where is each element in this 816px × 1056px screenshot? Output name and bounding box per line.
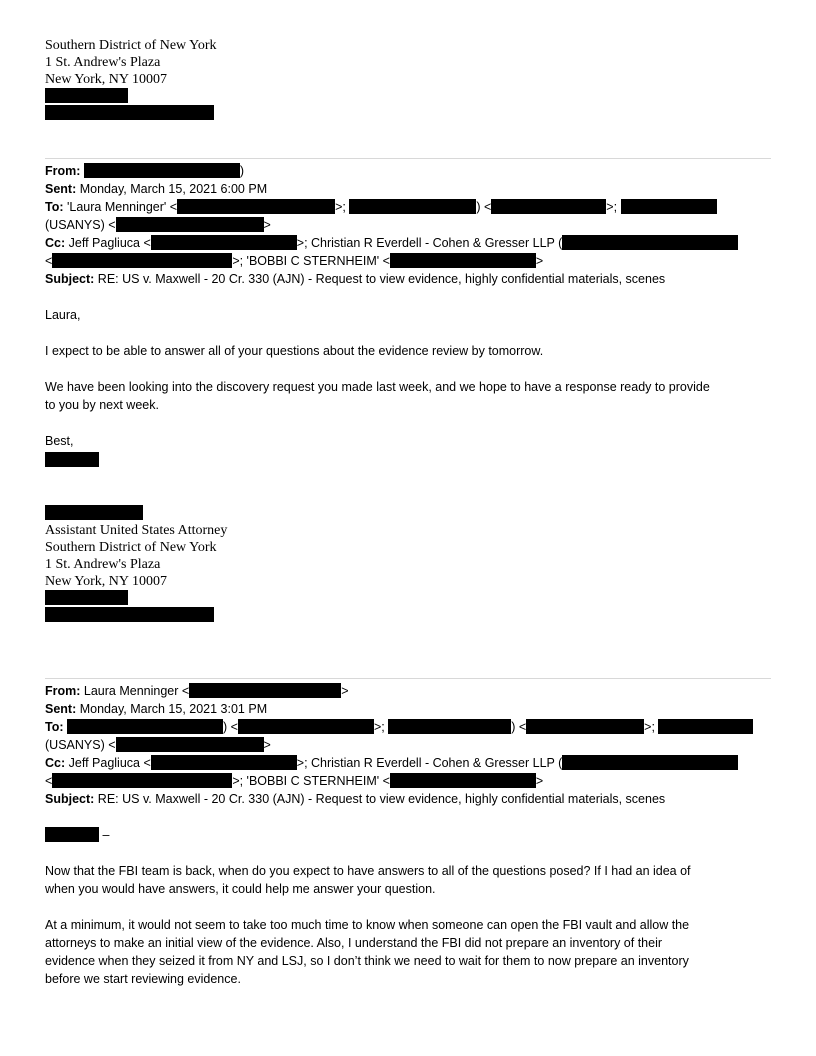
- redaction-box: [116, 217, 264, 232]
- to-name: 'Laura Menninger' <: [67, 200, 178, 214]
- email1-from-line: [45, 162, 244, 180]
- sig2-line-3: 1 St. Andrew's Plaza: [45, 557, 161, 572]
- to-label: To:: [45, 720, 64, 734]
- redaction-box: [562, 755, 738, 770]
- to-line2-suffix: >: [263, 218, 271, 232]
- cc-separator: >; 'BOBBI C STERNHEIM' <: [232, 254, 390, 268]
- to-label: To:: [45, 200, 64, 214]
- redaction-box: [491, 199, 606, 214]
- email1-closing: Best,: [45, 434, 74, 448]
- subject-label: Subject:: [45, 792, 95, 806]
- from-label: From:: [45, 684, 81, 698]
- cc-separator: >; 'BOBBI C STERNHEIM' <: [232, 774, 390, 788]
- redaction-box: [45, 607, 214, 622]
- redaction-box: [151, 235, 297, 250]
- redaction-box: [45, 505, 143, 520]
- cc-separator: >; Christian R Everdell - Cohen & Gresser LLP (: [296, 236, 563, 250]
- redaction-box: [621, 199, 717, 214]
- to-separator: >;: [373, 720, 385, 734]
- email2-cc-line-2: [45, 772, 543, 790]
- to-line2-suffix: >: [263, 738, 271, 752]
- redaction-box: [562, 235, 738, 250]
- email1-subject-line: [45, 270, 665, 288]
- sent-label: Sent:: [45, 702, 77, 716]
- sent-value: Monday, March 15, 2021 6:00 PM: [79, 182, 268, 196]
- email2-paragraph-2-line-1: At a minimum, it would not seem to take too much time to know when someone can open the FBI vault and allow the: [45, 918, 690, 932]
- redaction-box: [526, 719, 644, 734]
- sig1-line-2: 1 St. Andrew's Plaza: [45, 55, 161, 70]
- email2-paragraph-1-line-2: when you would have answers, it could help me answer your question.: [45, 882, 436, 896]
- from-suffix: ): [239, 164, 245, 178]
- email2-paragraph-2-line-4: before we start reviewing evidence.: [45, 972, 241, 986]
- redaction-box: [52, 253, 232, 268]
- redaction-box: [45, 590, 128, 605]
- sig2-line-4: New York, NY 10007: [45, 574, 167, 589]
- email1-paragraph-2-line-1: We have been looking into the discovery request you made last week, and we hope to have a response ready to provide: [45, 380, 710, 394]
- email2-paragraph-1-line-1: Now that the FBI team is back, when do you expect to have answers to all of the questions posed? If I had an idea of: [45, 864, 691, 878]
- email2-to-line-2: [45, 736, 271, 754]
- cc-label: Cc:: [45, 756, 66, 770]
- cc-label: Cc:: [45, 236, 66, 250]
- redaction-box: [45, 105, 214, 120]
- from-name: Laura Menninger <: [83, 684, 190, 698]
- email2-from-line: [45, 682, 349, 700]
- sig2-line-2: Southern District of New York: [45, 540, 217, 555]
- redaction-box: [45, 827, 99, 842]
- to-line2-prefix: (USANYS) <: [45, 218, 116, 232]
- cc-name: Jeff Pagliuca <: [68, 236, 151, 250]
- sent-label: Sent:: [45, 182, 77, 196]
- email2-to-line: [45, 718, 753, 736]
- redaction-box: [390, 253, 536, 268]
- email1-to-line-2: [45, 216, 271, 234]
- sig2-line-1: Assistant United States Attorney: [45, 523, 228, 538]
- redaction-box: [349, 199, 476, 214]
- email2-paragraph-2-line-3: evidence when they seized it from NY and LSJ, so I don’t think we need to wait for them to now prepare an inventory: [45, 954, 689, 968]
- header-divider: [45, 158, 771, 159]
- to-separator: ) <: [223, 720, 238, 734]
- redaction-box: [45, 452, 99, 467]
- from-suffix: >: [341, 684, 349, 698]
- email2-cc-line: [45, 754, 738, 772]
- email1-cc-line-2: [45, 252, 543, 270]
- sig1-line-3: New York, NY 10007: [45, 72, 167, 87]
- to-separator: ) <: [511, 720, 527, 734]
- redaction-box: [116, 737, 264, 752]
- redaction-box: [388, 719, 511, 734]
- redaction-box: [658, 719, 753, 734]
- cc-line2-prefix: <: [45, 254, 53, 268]
- subject-label: Subject:: [45, 272, 95, 286]
- subject-value: RE: US v. Maxwell - 20 Cr. 330 (AJN) - Request to view evidence, highly confidential materials, scenes: [97, 792, 666, 806]
- email2-subject-line: [45, 790, 665, 808]
- cc-line2-prefix: <: [45, 774, 53, 788]
- email1-paragraph-2-line-2: to you by next week.: [45, 398, 159, 412]
- redaction-box: [84, 163, 240, 178]
- to-separator: ) <: [476, 200, 492, 214]
- email1-sent-line: [45, 180, 267, 198]
- cc-line2-suffix: >: [535, 254, 544, 268]
- redaction-box: [177, 199, 335, 214]
- subject-value: RE: US v. Maxwell - 20 Cr. 330 (AJN) - Request to view evidence, highly confidential materials, scenes: [97, 272, 666, 286]
- to-separator: >;: [644, 720, 655, 734]
- header-divider: [45, 678, 771, 679]
- to-line2-prefix: (USANYS) <: [45, 738, 116, 752]
- sent-value: Monday, March 15, 2021 3:01 PM: [79, 702, 268, 716]
- cc-name: Jeff Pagliuca <: [68, 756, 151, 770]
- cc-line2-suffix: >: [535, 774, 544, 788]
- email1-to-line: [45, 198, 717, 216]
- email1-greeting: Laura,: [45, 308, 81, 322]
- email2-paragraph-2-line-2: attorneys to make an initial view of the evidence. Also, I understand the FBI did not prepare an inventory of their: [45, 936, 663, 950]
- email1-cc-line: [45, 234, 738, 252]
- from-label: From:: [45, 164, 81, 178]
- email2-sent-line: [45, 700, 267, 718]
- redaction-box: [52, 773, 232, 788]
- sig1-line-1: Southern District of New York: [45, 38, 217, 53]
- redaction-box: [67, 719, 223, 734]
- redaction-box: [390, 773, 536, 788]
- greeting-dash: –: [99, 828, 110, 842]
- to-separator: >;: [606, 200, 618, 214]
- redaction-box: [238, 719, 374, 734]
- redaction-box: [45, 88, 128, 103]
- email2-greeting: [45, 826, 109, 844]
- to-separator: >;: [335, 200, 346, 214]
- email1-paragraph-1: I expect to be able to answer all of your questions about the evidence review by tomorrow.: [45, 344, 544, 358]
- redaction-box: [151, 755, 297, 770]
- redaction-box: [189, 683, 341, 698]
- cc-separator: >; Christian R Everdell - Cohen & Gresser LLP (: [296, 756, 563, 770]
